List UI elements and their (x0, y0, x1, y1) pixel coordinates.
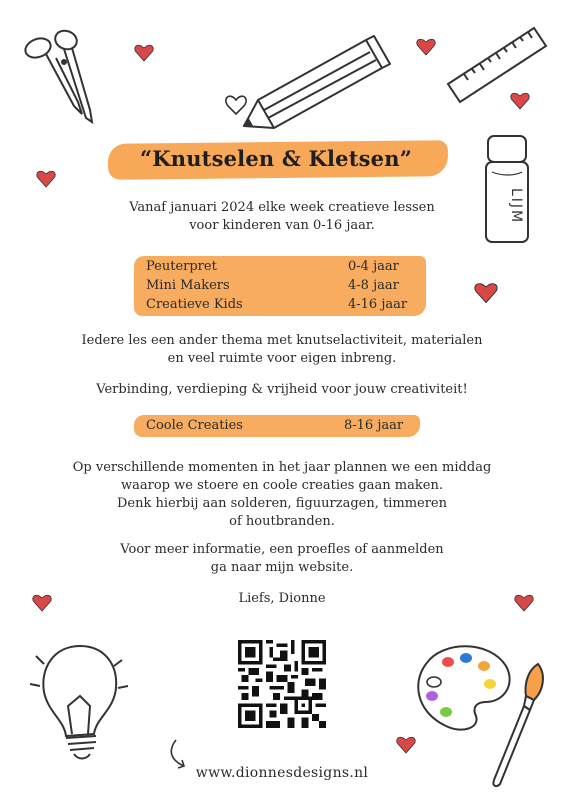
heart-icon (474, 282, 498, 304)
lightbulb-icon (28, 636, 138, 776)
glue-label: LIJM (508, 188, 524, 225)
special-group-age: 8-16 jaar (344, 418, 404, 433)
heart-icon (134, 44, 154, 62)
pencil-icon (218, 30, 396, 130)
special-line: Denk hierbij aan solderen, figuurzagen, timmeren (116, 496, 447, 511)
heart-icon (510, 92, 530, 110)
intro-text (0, 199, 564, 235)
theme-line: Iedere les een ander thema met knutselactiviteit, materialen (81, 333, 483, 348)
scissors-icon (16, 18, 108, 128)
group-row (146, 277, 416, 295)
info-line: ga naar mijn website. (210, 560, 354, 575)
signature: Liefs, Dionne (238, 591, 326, 606)
group-age: 4-8 jaar (348, 278, 399, 293)
intro-line: Vanaf januari 2024 elke week creatieve lessen (129, 200, 435, 215)
group-name: Creatieve Kids (146, 297, 243, 312)
group-age: 0-4 jaar (348, 259, 399, 274)
special-group-name: Coole Creaties (146, 418, 243, 433)
page-title: “Knutselen & Kletsen” (140, 146, 412, 171)
group-name: Mini Makers (146, 278, 230, 293)
title-banner (100, 138, 452, 180)
info-text (0, 541, 564, 577)
special-group-row (146, 417, 416, 435)
theme-line: en veel ruimte voor eigen inbreng. (167, 351, 397, 366)
theme-text (0, 332, 564, 368)
heart-icon (396, 736, 416, 754)
special-line: Op verschillende momenten in het jaar plannen we een middag (72, 460, 492, 475)
heart-icon (416, 38, 436, 56)
info-line: Voor meer informatie, een proefles of aanmelden (120, 542, 444, 557)
group-name: Peuterpret (146, 259, 217, 274)
heart-icon (36, 170, 56, 188)
ruler-icon (442, 22, 550, 112)
group-row (146, 258, 416, 276)
motto: Verbinding, verdieping & vrijheid voor jouw creativiteit! (96, 382, 468, 397)
special-line: waarop we stoere en coole creaties gaan maken. (121, 478, 443, 493)
group-row (146, 296, 416, 314)
special-text (0, 459, 564, 531)
website-link[interactable]: www.dionnesdesigns.nl (195, 765, 369, 781)
qr-code[interactable] (238, 640, 326, 728)
group-age: 4-16 jaar (348, 297, 408, 312)
intro-line: voor kinderen van 0-16 jaar. (189, 218, 375, 233)
special-line: of houtbranden. (229, 514, 335, 529)
